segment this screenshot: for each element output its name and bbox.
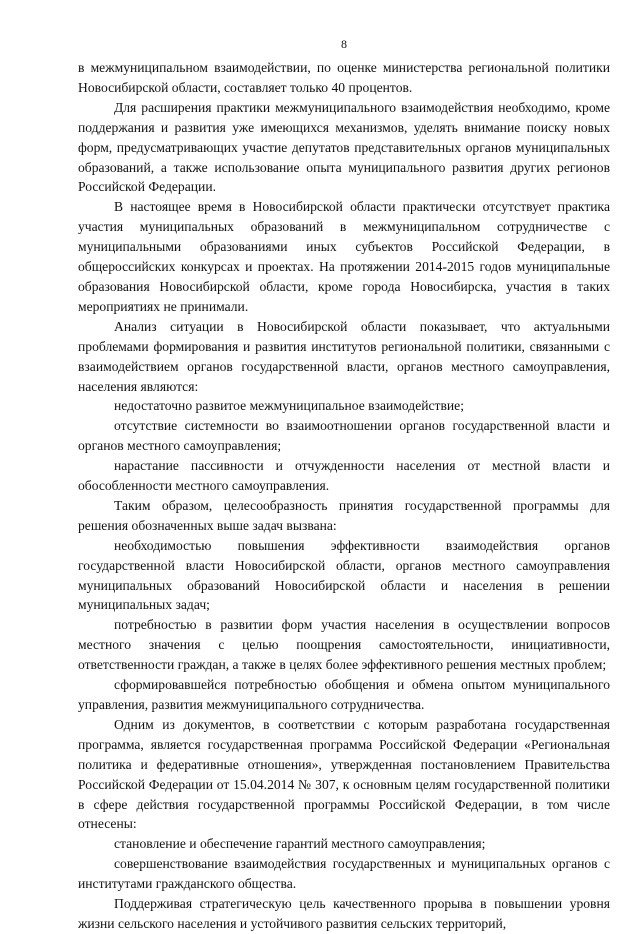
list-item: потребностью в развитии форм участия населения в осуществлении вопросов местного значения с целью поощрения самостоятельности, инициативности, ответственности граждан, а также в целях более эффективного решения местных проблем; <box>78 617 610 673</box>
paragraph: Поддерживая стратегическую цель качественного прорыва в повышении уровня жизни сельского населения и устойчивого развития сельских территорий, <box>78 896 610 931</box>
list-item: необходимостью повышения эффективности взаимодействия органов государственной власти Новосибирской области, органов местного самоуправления муниципальных образований Новосибирской области и населения в решении муниципальных задач; <box>78 537 610 613</box>
paragraph: Одним из документов, в соответствии с которым разработана государственная программа, является государственная программа Российской Федерации «Региональная политика и федеративные отношения», утвержденная постановлением Правительства Российской Федерации от 15.04.2014 № 307, к основным целям государственной политики в сфере действия государственной программы Российской Федерации, в том числе отнесены: <box>78 716 610 832</box>
body-text <box>78 58 610 934</box>
paragraph: Таким образом, целесообразность принятия государственной программы для решения обозначенных выше задач вызвана: <box>78 497 610 533</box>
page-number: 8 <box>341 37 347 51</box>
list-item: недостаточно развитое межмуниципальное взаимодействие; <box>114 398 464 414</box>
paragraph: в межмуниципальном взаимодействии, по оценке министерства региональной политики Новосибирской области, составляет только 40 процентов. <box>78 60 610 95</box>
list-item: становление и обеспечение гарантий местного самоуправления; <box>114 836 486 852</box>
list-item: отсутствие системности во взаимоотношении органов государственной власти и органов местного самоуправления; <box>78 418 610 454</box>
list-item: нарастание пассивности и отчужденности населения от местной власти и обособленности местного самоуправления. <box>78 458 610 494</box>
paragraph: Для расширения практики межмуниципального взаимодействия необходимо, кроме поддержания и развития уже имеющихся механизмов, уделять внимание поиску новых форм, предусматривающих участие депутатов представительных органов муниципальных образований, а также использование опыта муниципального развития других регионов Российской Федерации. <box>78 99 610 195</box>
list-item: совершенствование взаимодействия государственных и муниципальных органов с институтами гражданского общества. <box>78 856 610 892</box>
paragraph: Анализ ситуации в Новосибирской области показывает, что актуальными проблемами формирования и развития институтов региональной политики, связанными с взаимодействием органов государственной власти, органов местного самоуправления, населения являются: <box>78 318 610 394</box>
paragraph: В настоящее время в Новосибирской области практически отсутствует практика участия муниципальных образований в межмуниципальном сотрудничестве с муниципальными образованиями иных субъектов Российской Федерации, в общероссийских конкурсах и проектах. На протяжении 2014-2015 годов муниципальные образования Новосибирской области, кроме города Новосибирска, участия в таких мероприятиях не принимали. <box>78 199 610 314</box>
list-item: сформировавшейся потребностью обобщения и обмена опытом муниципального управления, развития межмуниципального сотрудничества. <box>78 677 610 712</box>
